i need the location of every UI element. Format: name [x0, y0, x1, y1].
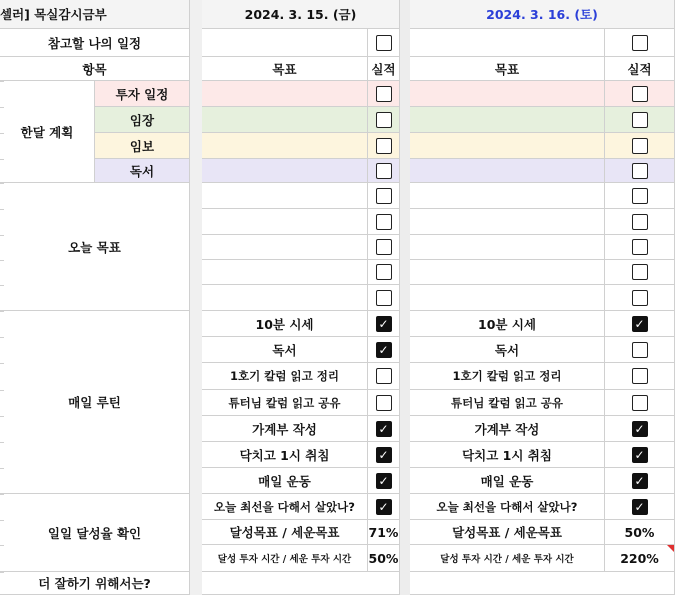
routine-checkbox[interactable]: ✓ — [376, 316, 392, 332]
monthly-checkbox[interactable] — [632, 138, 648, 154]
today-goal-cell[interactable] — [202, 183, 368, 209]
today-goal-cell[interactable] — [202, 260, 368, 285]
routine-item: 닥치고 1시 취침 — [410, 442, 605, 468]
best-effort-result — [368, 494, 400, 520]
routine-item: 10분 시세 — [410, 311, 605, 337]
monthly-goal-cell[interactable] — [202, 81, 368, 107]
reference-result-cell — [368, 29, 400, 57]
monthly-item-label: 독서 — [95, 159, 190, 183]
goal-header: 목표 — [202, 57, 368, 81]
monthly-checkbox[interactable] — [632, 86, 648, 102]
left-gridline — [0, 81, 4, 82]
monthly-checkbox[interactable] — [632, 112, 648, 128]
left-gridline — [0, 363, 4, 364]
daily-routine-label: 매일 루틴 — [0, 311, 190, 494]
left-gridline — [0, 494, 4, 495]
today-goal-checkbox[interactable] — [376, 239, 392, 255]
monthly-result-cell — [605, 81, 675, 107]
best-effort-question: 오늘 최선을 다해서 살았나? — [202, 494, 368, 520]
left-gridline — [0, 416, 4, 417]
today-result-cell — [605, 260, 675, 285]
today-goal-checkbox[interactable] — [632, 214, 648, 230]
monthly-checkbox[interactable] — [632, 163, 648, 179]
left-gridline — [0, 311, 4, 312]
routine-result-cell — [605, 337, 675, 363]
left-gridline — [0, 133, 4, 134]
monthly-goal-cell[interactable] — [410, 107, 605, 133]
monthly-checkbox[interactable] — [376, 138, 392, 154]
today-goal-cell[interactable] — [202, 209, 368, 235]
do-better-cell[interactable] — [202, 572, 400, 595]
routine-checkbox[interactable] — [632, 368, 648, 384]
routine-item: 1호기 칼럼 읽고 정리 — [410, 363, 605, 390]
monthly-goal-cell[interactable] — [202, 133, 368, 159]
today-goal-cell[interactable] — [410, 285, 605, 311]
today-result-cell — [368, 235, 400, 260]
routine-item: 닥치고 1시 취침 — [202, 442, 368, 468]
routine-checkbox[interactable]: ✓ — [376, 342, 392, 358]
monthly-checkbox[interactable] — [376, 112, 392, 128]
best-effort-checkbox[interactable]: ✓ — [376, 499, 392, 515]
goal-ratio-label: 달성목표 / 세운목표 — [410, 520, 605, 545]
left-gridline — [0, 545, 4, 546]
today-goal-cell[interactable] — [202, 235, 368, 260]
routine-result-cell — [605, 390, 675, 416]
monthly-goal-cell[interactable] — [202, 159, 368, 183]
monthly-result-cell — [368, 133, 400, 159]
item-header: 항목 — [0, 57, 190, 81]
routine-checkbox[interactable] — [376, 395, 392, 411]
monthly-item-label: 임보 — [95, 133, 190, 159]
routine-result-cell — [605, 311, 675, 337]
reference-checkbox[interactable] — [376, 35, 392, 51]
monthly-goal-cell[interactable] — [410, 81, 605, 107]
today-goal-cell[interactable] — [410, 183, 605, 209]
routine-checkbox[interactable]: ✓ — [632, 316, 648, 332]
left-gridline — [0, 107, 4, 108]
left-gridline — [0, 183, 4, 184]
time-ratio-label: 달성 투자 시간 / 세운 투자 시간 — [410, 545, 605, 572]
today-goal-checkbox[interactable] — [632, 239, 648, 255]
routine-item: 10분 시세 — [202, 311, 368, 337]
do-better-label: 더 잘하기 위해서는? — [0, 572, 190, 595]
today-goal-checkbox[interactable] — [632, 290, 648, 306]
routine-item: 매일 운동 — [410, 468, 605, 494]
routine-item: 매일 운동 — [202, 468, 368, 494]
column-gap — [400, 0, 410, 595]
monthly-item-label: 임장 — [95, 107, 190, 133]
column-gap — [190, 0, 202, 595]
routine-result-cell — [605, 363, 675, 390]
routine-result-cell — [368, 416, 400, 442]
today-result-cell — [368, 209, 400, 235]
left-gridline — [0, 520, 4, 521]
routine-result-cell — [368, 337, 400, 363]
left-gridline — [0, 260, 4, 261]
today-goal-cell[interactable] — [202, 285, 368, 311]
comment-indicator-icon[interactable] — [667, 545, 674, 552]
monthly-result-cell — [605, 159, 675, 183]
routine-result-cell — [368, 442, 400, 468]
routine-result-cell — [368, 311, 400, 337]
today-goal-checkbox[interactable] — [376, 264, 392, 280]
left-gridline — [0, 209, 4, 210]
best-effort-result — [605, 494, 675, 520]
time-ratio-label: 달성 투자 시간 / 세운 투자 시간 — [202, 545, 368, 572]
routine-result-cell — [605, 468, 675, 494]
routine-checkbox[interactable]: ✓ — [632, 421, 648, 437]
left-gridline — [0, 235, 4, 236]
left-gridline — [0, 390, 4, 391]
monthly-result-cell — [368, 107, 400, 133]
reference-goal-cell[interactable] — [410, 29, 605, 57]
routine-checkbox[interactable]: ✓ — [632, 447, 648, 463]
left-gridline — [0, 468, 4, 469]
today-result-cell — [368, 183, 400, 209]
time-ratio-value: 50% — [368, 545, 400, 572]
routine-checkbox[interactable]: ✓ — [376, 447, 392, 463]
goal-ratio-value: 71% — [368, 520, 400, 545]
best-effort-checkbox[interactable]: ✓ — [632, 499, 648, 515]
routine-checkbox[interactable]: ✓ — [632, 473, 648, 489]
today-result-cell — [605, 183, 675, 209]
reference-result-cell — [605, 29, 675, 57]
monthly-result-cell — [605, 133, 675, 159]
routine-item: 독서 — [202, 337, 368, 363]
monthly-checkbox[interactable] — [376, 163, 392, 179]
monthly-goal-cell[interactable] — [202, 107, 368, 133]
result-header: 실적 — [368, 57, 400, 81]
today-goal-cell[interactable] — [410, 235, 605, 260]
routine-item: 독서 — [410, 337, 605, 363]
routine-checkbox[interactable]: ✓ — [376, 473, 392, 489]
routine-checkbox[interactable] — [632, 395, 648, 411]
monthly-goal-cell[interactable] — [410, 133, 605, 159]
today-result-cell — [368, 285, 400, 311]
reference-checkbox[interactable] — [632, 35, 648, 51]
routine-result-cell — [368, 390, 400, 416]
goal-header: 목표 — [410, 57, 605, 81]
reference-schedule-label: 참고할 나의 일정 — [0, 29, 190, 57]
date-header-1: 2024. 3. 15. (금) — [202, 0, 400, 29]
left-gridline — [0, 337, 4, 338]
today-result-cell — [368, 260, 400, 285]
routine-checkbox[interactable]: ✓ — [376, 421, 392, 437]
today-result-cell — [605, 209, 675, 235]
today-result-cell — [605, 285, 675, 311]
monthly-item-label: 투자 일정 — [95, 81, 190, 107]
routine-result-cell — [368, 468, 400, 494]
today-goal-cell[interactable] — [410, 260, 605, 285]
routine-checkbox[interactable] — [376, 368, 392, 384]
routine-result-cell — [368, 363, 400, 390]
routine-item: 1호기 칼럼 읽고 정리 — [202, 363, 368, 390]
left-gridline — [0, 285, 4, 286]
reference-goal-cell[interactable] — [202, 29, 368, 57]
routine-item: 가계부 작성 — [202, 416, 368, 442]
monthly-plan-label: 한달 계획 — [0, 81, 95, 183]
routine-result-cell — [605, 416, 675, 442]
sheet-title: 셀러] 목실감시금부 — [0, 0, 190, 29]
today-goal-label: 오늘 목표 — [0, 183, 190, 311]
left-gridline — [0, 442, 4, 443]
today-goal-checkbox[interactable] — [376, 188, 392, 204]
monthly-result-cell — [605, 107, 675, 133]
today-goal-checkbox[interactable] — [376, 290, 392, 306]
today-result-cell — [605, 235, 675, 260]
left-gridline — [0, 159, 4, 160]
time-ratio-value: 220% — [605, 545, 675, 572]
routine-item: 튜터님 칼럼 읽고 공유 — [202, 390, 368, 416]
today-goal-cell[interactable] — [410, 209, 605, 235]
routine-item: 가계부 작성 — [410, 416, 605, 442]
left-gridline — [0, 572, 4, 573]
today-goal-checkbox[interactable] — [376, 214, 392, 230]
date-header-2: 2024. 3. 16. (토) — [410, 0, 675, 29]
today-goal-checkbox[interactable] — [632, 188, 648, 204]
daily-achievement-label: 일일 달성율 확인 — [0, 494, 190, 572]
monthly-goal-cell[interactable] — [410, 159, 605, 183]
goal-ratio-label: 달성목표 / 세운목표 — [202, 520, 368, 545]
best-effort-question: 오늘 최선을 다해서 살았나? — [410, 494, 605, 520]
today-goal-checkbox[interactable] — [632, 264, 648, 280]
routine-item: 튜터님 칼럼 읽고 공유 — [410, 390, 605, 416]
routine-checkbox[interactable] — [632, 342, 648, 358]
monthly-checkbox[interactable] — [376, 86, 392, 102]
routine-result-cell — [605, 442, 675, 468]
monthly-result-cell — [368, 81, 400, 107]
monthly-result-cell — [368, 159, 400, 183]
do-better-cell[interactable] — [410, 572, 675, 595]
result-header: 실적 — [605, 57, 675, 81]
goal-ratio-value: 50% — [605, 520, 675, 545]
